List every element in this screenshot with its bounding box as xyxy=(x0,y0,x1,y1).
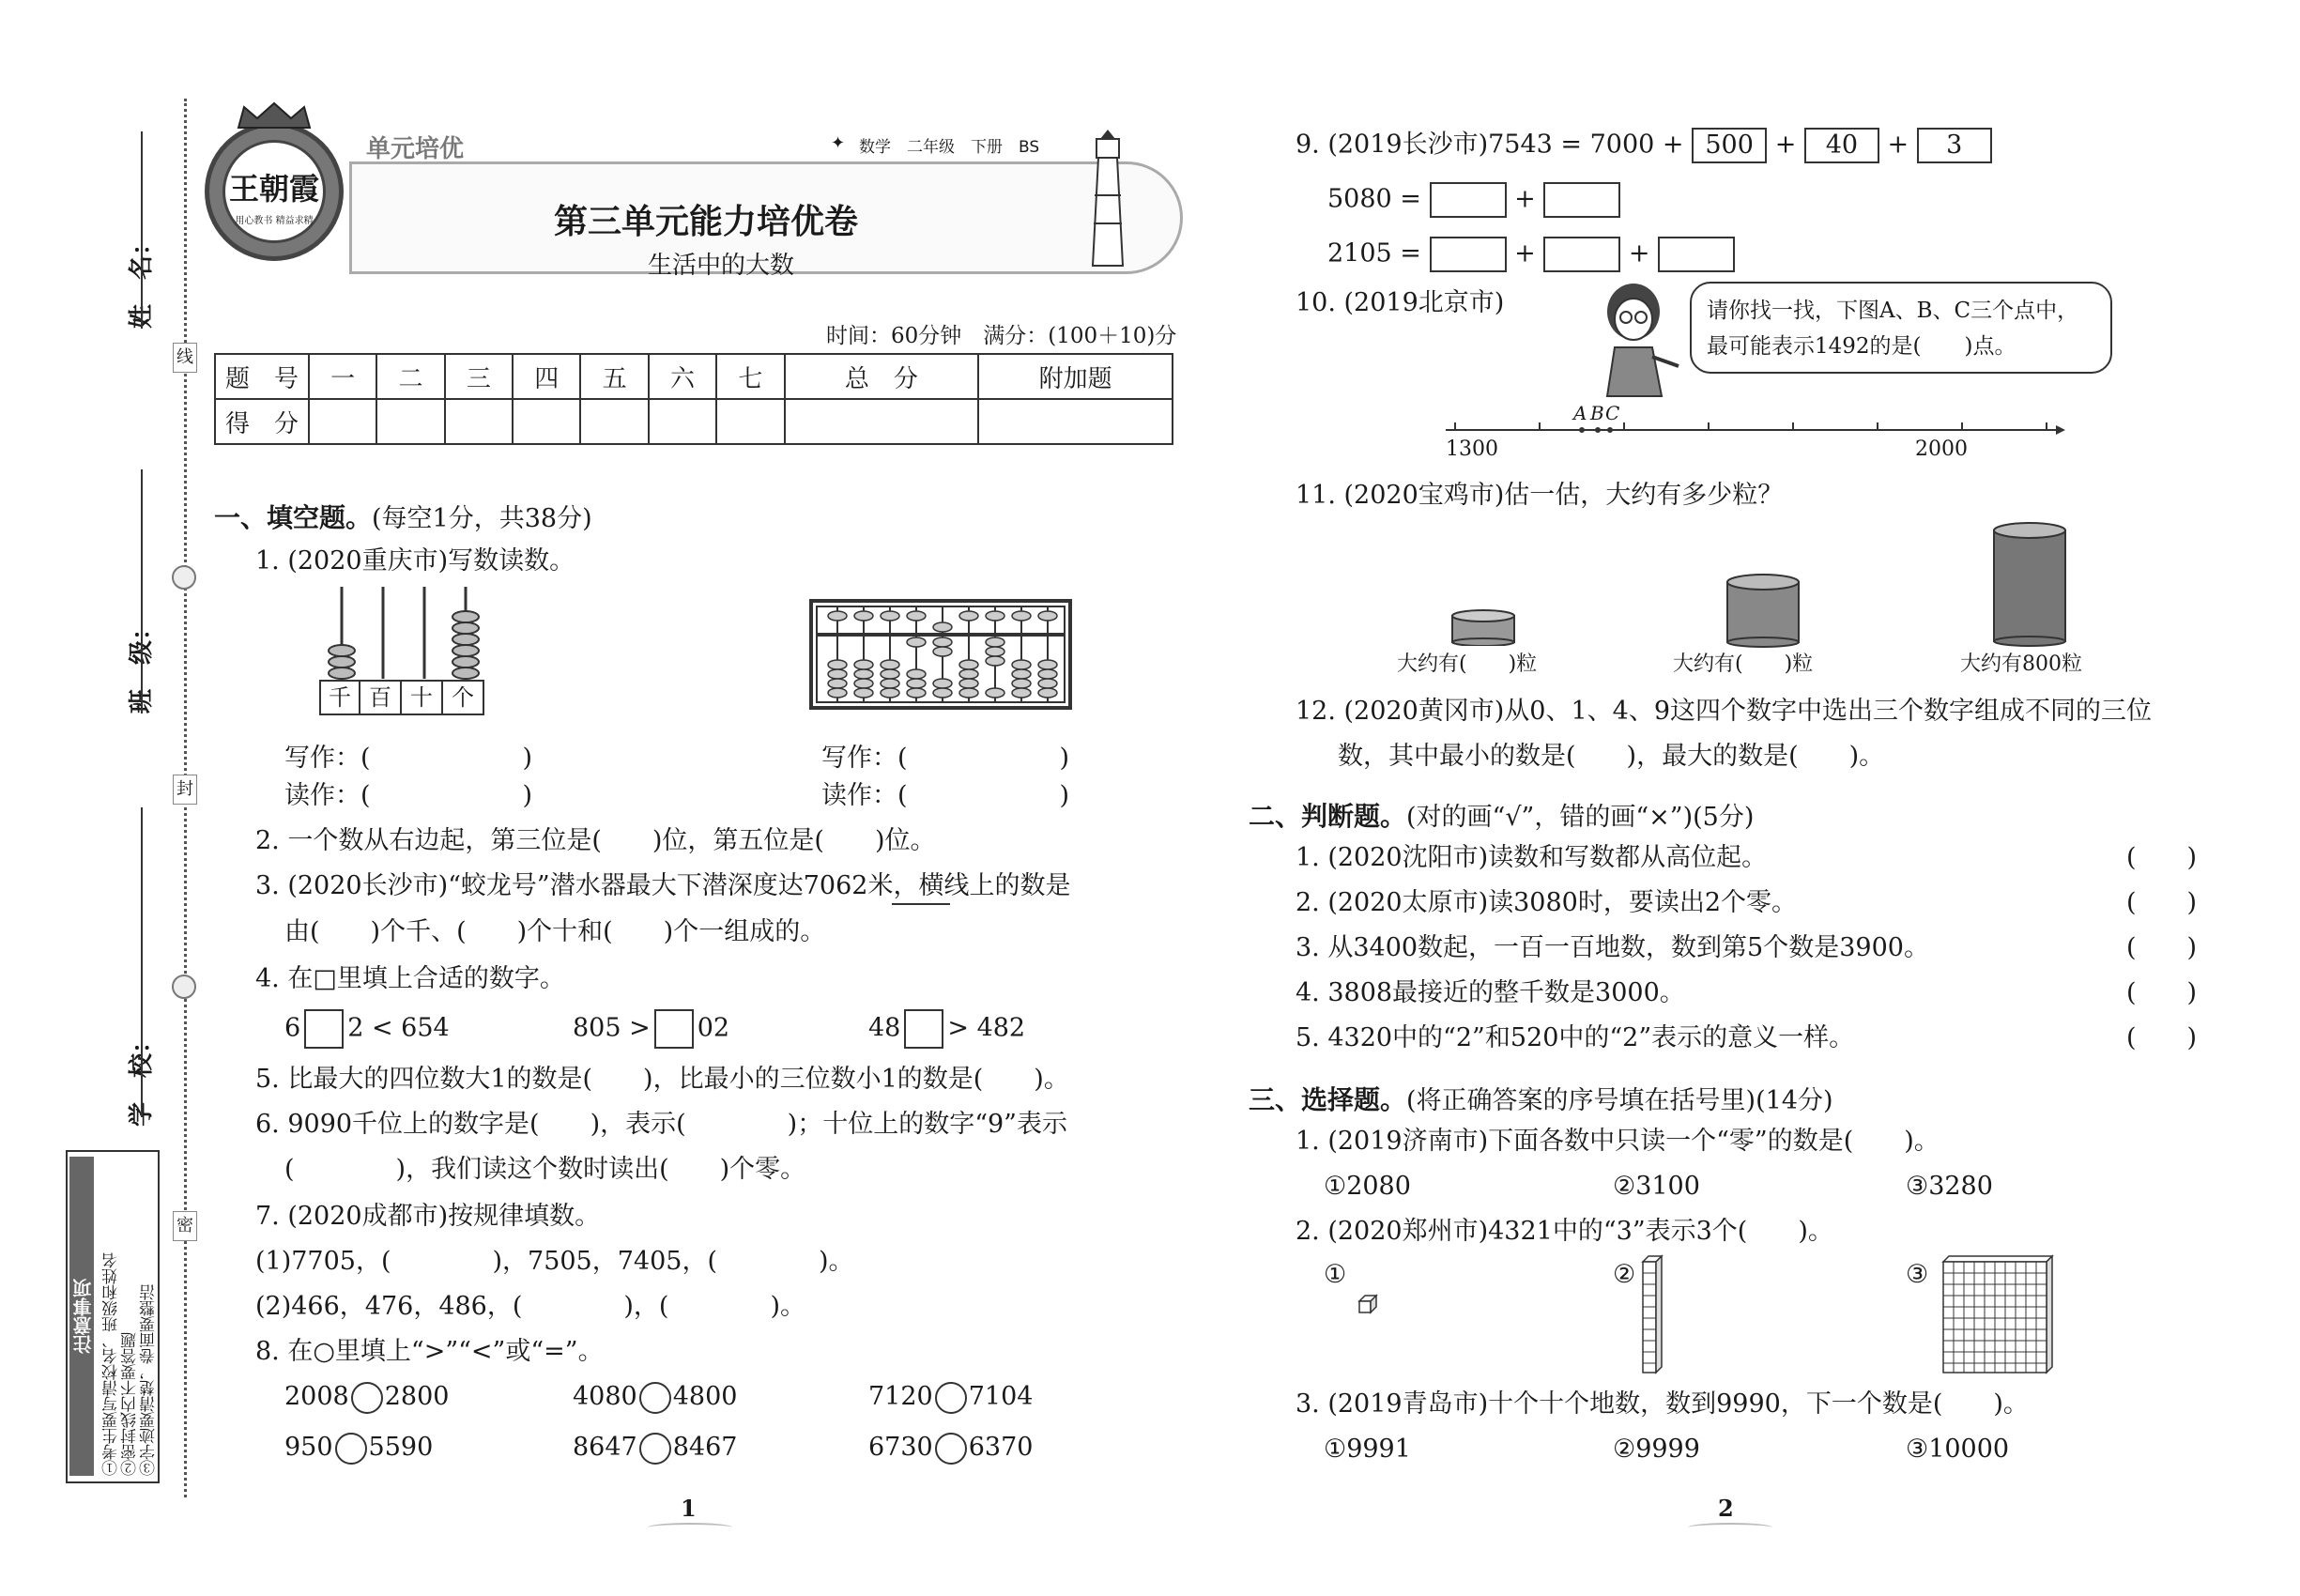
question-9-line3: 2105 = + + xyxy=(1327,237,1735,272)
score-table-row-label: 得 分 xyxy=(215,399,309,444)
series-label: 单元培优 xyxy=(366,135,465,163)
question-9-line2: 5080 = + xyxy=(1327,182,1620,218)
ten-rod-icon xyxy=(1641,1254,1664,1374)
question-1: 1. (2020重庆市)写数读数。 xyxy=(255,546,575,575)
abacus-label: 百 xyxy=(360,680,402,715)
score-table-score-row xyxy=(215,399,1173,444)
notice-item: ②密封线内不要答题 xyxy=(121,1332,140,1476)
score-cell[interactable] xyxy=(649,399,716,444)
judge-item: 5. 4320中的“2”和520中的“2”表示的意义一样。 xyxy=(1296,1023,1855,1052)
score-cell[interactable] xyxy=(376,399,444,444)
choice-option[interactable]: ① xyxy=(1324,1260,1347,1289)
q8-right-number: 2800 xyxy=(384,1382,450,1411)
judge-item: 2. (2020太原市)读3080时，要读出2个零。 xyxy=(1296,888,1798,917)
page-footer-ornament-icon xyxy=(1688,1523,1772,1532)
notice-item: ③字迹要清楚，卷面要整洁 xyxy=(140,1284,159,1476)
q4-item-1 xyxy=(284,1009,450,1049)
unit-cube-icon xyxy=(1357,1294,1378,1314)
school-line xyxy=(141,807,143,1117)
q4-answer-box[interactable] xyxy=(654,1009,694,1049)
score-table-row-label: 题 号 xyxy=(215,354,309,399)
score-col-3: 三 xyxy=(445,354,513,399)
q4-pre: 48 xyxy=(868,1013,901,1043)
class-label: 班 级： xyxy=(128,615,156,714)
q8-compare-item xyxy=(284,1380,449,1414)
q9-answer-box[interactable] xyxy=(1543,237,1620,272)
page-number-2: 2 xyxy=(1718,1495,1734,1522)
page-subtitle: 生活中的大数 xyxy=(648,252,795,280)
suanpan-abacus xyxy=(809,599,1072,710)
q9-answer-box[interactable]: 500 xyxy=(1692,128,1767,163)
q8-right-number: 8467 xyxy=(672,1433,738,1462)
question-5: 5. 比最大的四位数大1的数是( )，比最小的三位数小1的数是( )。 xyxy=(255,1065,1069,1094)
q4-post: 02 xyxy=(697,1013,730,1043)
score-cell[interactable] xyxy=(513,399,580,444)
choice-option[interactable]: ③3280 xyxy=(1906,1172,1993,1201)
numberline-point-label: C xyxy=(1605,402,1620,424)
judge-paren[interactable]: ( ) xyxy=(2126,1023,2198,1052)
abacus-label: 十 xyxy=(402,680,443,715)
judge-item: 4. 3808最接近的整千数是3000。 xyxy=(1296,978,1685,1007)
q8-answer-circle[interactable] xyxy=(639,1382,671,1414)
lighthouse-icon xyxy=(1080,130,1136,270)
notice-item: ①考生要写清校名、班级和姓名 xyxy=(102,1252,121,1476)
abacus-label-row xyxy=(319,680,484,715)
q8-answer-circle[interactable] xyxy=(935,1433,967,1465)
notice-title: 注意事项 xyxy=(69,1157,94,1476)
q8-right-number: 4800 xyxy=(672,1382,738,1411)
score-col-4: 四 xyxy=(513,354,580,399)
brand-logo-inner xyxy=(222,140,326,243)
judge-paren[interactable]: ( ) xyxy=(2126,888,2198,917)
q8-compare-item xyxy=(868,1380,1033,1414)
section-3-title: 三、选择题。 xyxy=(1249,1084,1407,1115)
question-8: 8. 在○里填上“>”“<”或“=”。 xyxy=(255,1337,604,1366)
q1-write-left[interactable]: 写作：( ) xyxy=(284,744,533,773)
q1-read-right[interactable]: 读作：( ) xyxy=(821,781,1070,810)
score-cell[interactable] xyxy=(785,399,979,444)
question-7: 7. (2020成都市)按规律填数。 xyxy=(255,1202,601,1231)
question-6-line1: 6. 9090千位上的数字是( )，表示( )；十位上的数字“9”表示 xyxy=(255,1110,1067,1139)
meta-sparkle-icon: ✦ xyxy=(831,133,846,153)
q8-left-number: 2008 xyxy=(284,1382,349,1411)
section-2-heading xyxy=(1249,796,1754,835)
logo-crown-icon xyxy=(235,101,314,130)
numberline-tick-label: 2000 xyxy=(1915,437,1968,461)
q9-answer-box[interactable] xyxy=(1430,237,1507,272)
q3-underline xyxy=(892,903,950,905)
bead-jar-large-icon xyxy=(1992,521,2067,648)
q8-left-number: 8647 xyxy=(573,1433,637,1462)
section-3-heading xyxy=(1249,1080,1833,1118)
binding-ornament-icon xyxy=(172,974,196,999)
meta-info: 数学 二年级 下册 BS xyxy=(859,138,1040,157)
judge-paren[interactable]: ( ) xyxy=(2126,978,2198,1007)
page-title: 第三单元能力培优卷 xyxy=(554,203,859,241)
q11-caption: 大约有( )粒 xyxy=(1673,652,1814,676)
score-table xyxy=(214,353,1173,445)
seal-mark-feng: 封 xyxy=(173,775,197,805)
q4-item-2 xyxy=(573,1009,729,1049)
score-cell[interactable] xyxy=(309,399,376,444)
bead-jar-medium-icon xyxy=(1725,573,1801,648)
judge-item: 1. (2020沈阳市)读数和写数都从高位起。 xyxy=(1296,843,1768,872)
q1-write-right[interactable]: 写作：( ) xyxy=(821,744,1070,773)
q8-compare-item xyxy=(573,1431,737,1465)
q8-compare-item xyxy=(868,1431,1033,1465)
brand-logo xyxy=(205,122,344,261)
q10-bubble-line2: 最可能表示1492的是( )点。 xyxy=(1707,334,2016,359)
choice-option[interactable]: ②9999 xyxy=(1613,1435,1700,1464)
score-cell[interactable] xyxy=(716,399,784,444)
judge-item: 3. 从3400数起，一百一百地数，数到第5个数是3900。 xyxy=(1296,933,1929,962)
hundred-flat-icon xyxy=(1941,1254,2054,1374)
q4-answer-box[interactable] xyxy=(304,1009,344,1049)
question-3-line2: 由( )个千、( )个十和( )个一组成的。 xyxy=(284,917,826,946)
q4-pre: 805 > xyxy=(573,1013,651,1043)
page-footer-ornament-icon xyxy=(648,1523,732,1532)
q4-pre: 6 xyxy=(284,1013,301,1043)
choice-option[interactable]: ②3100 xyxy=(1613,1172,1700,1201)
q9c-text: 2105 = xyxy=(1327,238,1421,269)
question-11: 11. (2020宝鸡市)估一估，大约有多少粒？ xyxy=(1296,481,1784,510)
q8-right-number: 7104 xyxy=(968,1382,1034,1411)
class-line xyxy=(141,469,143,714)
question-10: 10. (2019北京市) xyxy=(1296,288,1505,317)
choice-question-3: 3. (2019青岛市)十个十个地数，数到9990，下一个数是( )。 xyxy=(1296,1389,2029,1419)
score-cell[interactable] xyxy=(445,399,513,444)
q8-answer-circle[interactable] xyxy=(351,1382,383,1414)
q8-right-number: 5590 xyxy=(368,1433,434,1462)
q4-post: 2 < 654 xyxy=(347,1013,450,1043)
seal-mark-mi: 密 xyxy=(173,1211,197,1241)
speech-bubble xyxy=(1690,282,2112,374)
q11-caption: 大约有( )粒 xyxy=(1397,652,1538,676)
q4-answer-box[interactable] xyxy=(904,1009,943,1049)
q1-read-left[interactable]: 读作：( ) xyxy=(284,781,533,810)
q8-right-number: 6370 xyxy=(968,1433,1034,1462)
question-3-line1: 3. (2020长沙市)“蛟龙号”潜水器最大下潜深度达7062米，横线上的数是 xyxy=(255,871,1071,900)
question-9-line1: 9. (2019长沙市)7543 = 7000 + 500 + 40 + 3 xyxy=(1296,128,1992,163)
choice-option[interactable]: ①2080 xyxy=(1324,1172,1411,1201)
teacher-figure-icon xyxy=(1596,282,1680,399)
seal-mark-xian: 线 xyxy=(173,343,197,373)
score-col-1: 一 xyxy=(309,354,376,399)
name-label: 姓 名： xyxy=(128,230,156,329)
q9-answer-box[interactable] xyxy=(1658,237,1735,272)
q9-text: 9. (2019长沙市)7543 = 7000 + xyxy=(1296,130,1684,160)
question-6-line2: ( )，我们读这个数时读出( )个零。 xyxy=(284,1155,806,1184)
choice-option[interactable]: ③10000 xyxy=(1906,1435,2010,1464)
score-cell[interactable] xyxy=(580,399,648,444)
q8-left-number: 7120 xyxy=(868,1382,933,1411)
score-col-2: 二 xyxy=(376,354,444,399)
numberline-point-label: B xyxy=(1590,402,1604,424)
score-col-7: 七 xyxy=(716,354,784,399)
brand-motto: 用心教书 精益求精 xyxy=(235,216,314,226)
q9-answer-box[interactable] xyxy=(1430,182,1507,218)
section-1-heading xyxy=(214,498,592,536)
section-1-title: 一、填空题。 xyxy=(214,502,373,533)
q4-post: > 482 xyxy=(947,1013,1026,1043)
question-7-2: (2)466，476，486，( )，( )。 xyxy=(255,1292,805,1321)
score-col-5: 五 xyxy=(580,354,648,399)
q8-answer-circle[interactable] xyxy=(639,1433,671,1465)
q10-bubble-line1: 请你找一找，下图A、B、C三个点中， xyxy=(1707,299,2079,323)
time-score: 时间：60分钟 满分：(100＋10)分 xyxy=(826,324,1177,348)
q11-caption: 大约有800粒 xyxy=(1960,652,2082,676)
q9b-text: 5080 = xyxy=(1327,184,1421,214)
abacus-label: 个 xyxy=(443,680,484,715)
q8-left-number: 950 xyxy=(284,1433,333,1462)
q9-answer-box[interactable] xyxy=(1543,182,1620,218)
choice-option[interactable]: ② xyxy=(1613,1260,1636,1289)
score-col-bonus: 附加题 xyxy=(978,354,1173,399)
choice-option[interactable]: ①9991 xyxy=(1324,1435,1411,1464)
notice-box xyxy=(66,1150,160,1483)
score-col-6: 六 xyxy=(649,354,716,399)
judge-paren[interactable]: ( ) xyxy=(2126,843,2198,872)
choice-question-2: 2. (2020郑州市)4321中的“3”表示3个( )。 xyxy=(1296,1217,1833,1246)
page-number-1: 1 xyxy=(681,1495,697,1522)
q8-answer-circle[interactable] xyxy=(335,1433,367,1465)
number-line xyxy=(1446,402,2065,468)
question-4: 4. 在□里填上合适的数字。 xyxy=(255,964,565,993)
q8-compare-item xyxy=(573,1380,737,1414)
section-2-title: 二、判断题。 xyxy=(1249,801,1407,832)
section-1-note: (每空1分，共38分) xyxy=(372,504,592,533)
question-12-line2: 数，其中最小的数是( )，最大的数是( )。 xyxy=(1338,742,1885,771)
q4-item-3 xyxy=(868,1009,1025,1049)
q8-answer-circle[interactable] xyxy=(935,1382,967,1414)
bead-jar-small-icon xyxy=(1450,608,1516,646)
numberline-point-label: A xyxy=(1573,402,1587,424)
brand-name: 王朝霞 xyxy=(228,171,319,207)
school-label: 学 校： xyxy=(128,1028,156,1127)
score-col-total: 总 分 xyxy=(785,354,979,399)
score-table-header-row xyxy=(215,354,1173,399)
q8-left-number: 4080 xyxy=(573,1382,637,1411)
binding-ornament-icon xyxy=(172,565,196,590)
q9-answer-box[interactable]: 3 xyxy=(1917,128,1992,163)
numberline-tick-label: 1300 xyxy=(1446,437,1498,461)
score-cell[interactable] xyxy=(978,399,1173,444)
name-line xyxy=(141,131,143,329)
question-12-line1: 12. (2020黄冈市)从0、1、4、9这四个数字中选出三个数字组成不同的三位 xyxy=(1296,697,2153,726)
section-3-note: (将正确答案的序号填在括号里)(14分) xyxy=(1406,1086,1833,1115)
q9-answer-box[interactable]: 40 xyxy=(1804,128,1879,163)
abacus-label: 千 xyxy=(319,680,360,715)
choice-question-1: 1. (2019济南市)下面各数中只读一个“零”的数是( )。 xyxy=(1296,1127,1940,1156)
judge-paren[interactable]: ( ) xyxy=(2126,933,2198,962)
choice-option[interactable]: ③ xyxy=(1906,1260,1929,1289)
question-2: 2. 一个数从右边起，第三位是( )位，第五位是( )位。 xyxy=(255,826,936,855)
section-2-note: (对的画“√”，错的画“×”)(5分) xyxy=(1406,803,1755,832)
q8-compare-item xyxy=(284,1431,433,1465)
question-7-1: (1)7705，( )，7505，7405，( )。 xyxy=(255,1247,854,1276)
q8-left-number: 6730 xyxy=(868,1433,933,1462)
